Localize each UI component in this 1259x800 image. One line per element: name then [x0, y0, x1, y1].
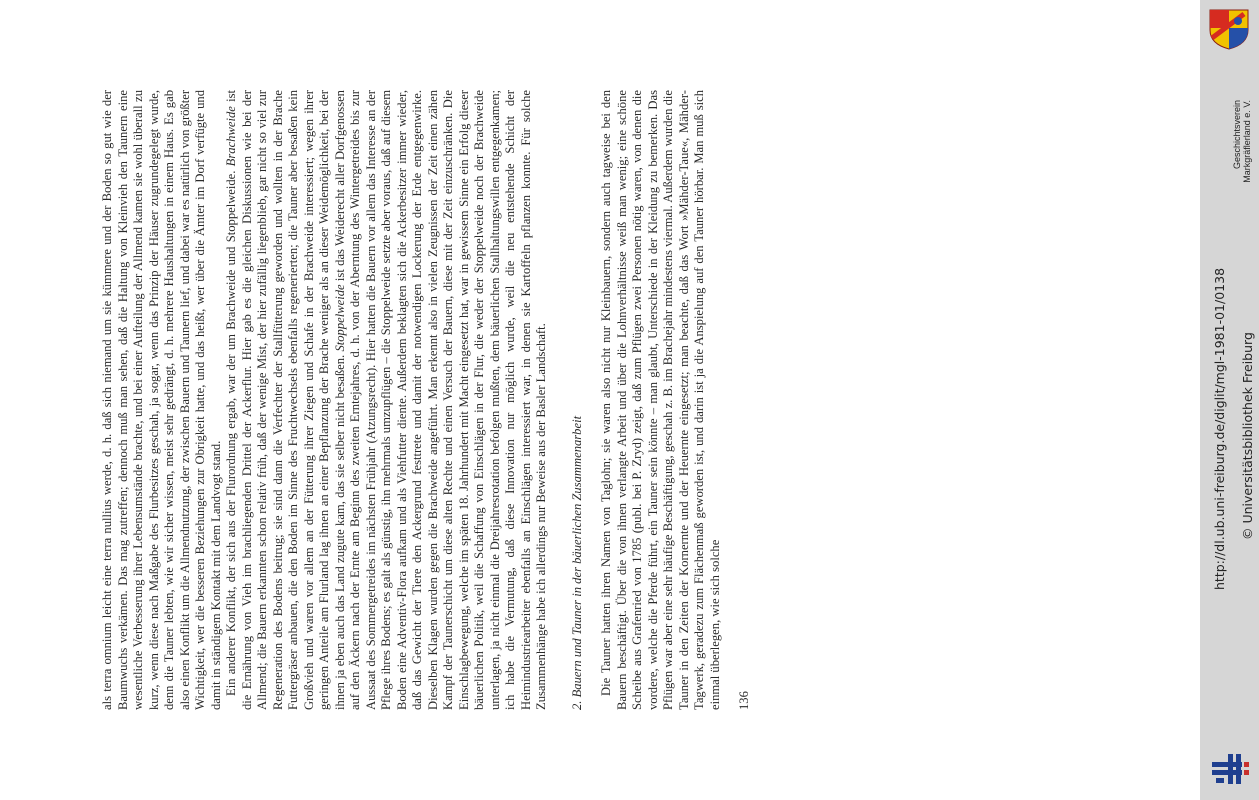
paragraph-3: Die Tauner hatten ihren Namen von Taglohn; sie waren also nicht nur Kleinbauern, sondern auch tagweise bei den Bauern beschäftigt. Über die von ihnen verlangte Arbeit und über die Lohnverhältnisse weiß man wenig; eine schöne Scheibe aus Grafenried von 1785 (publ. bei P. Zryd) zeigt, daß zum Pflügen zwei Personen nötig waren, von denen die vordere, welche die Pferde führt, ein Tauner sein könnte – man glaubt, Unterschiede in der Kleidung zu bemerken. Das Pflügen war aber eine sehr häufige Beschäftigung, geschah z. B. im Brachejahr mindestens viermal. Außerdem wurden die Tauner in den Zeiten der Kornernte und der Heuernte eingesetzt; man beachte, daß das Wort »Mähder-Taue«, Mähder-Tagwerk, geradezu zum Flächenmaß geworden ist, und darin ist ja die Anspielung auf den Tauner hörbar. Man muß sich einmal überlegen, wie sich solche [599, 90, 722, 710]
copyright-notice: © Universitätsbibliothek Freiburg [1240, 332, 1255, 540]
paragraph-1: als terra omnium leicht eine terra nullius werde, d. h. daß sich niemand um sie kümmere und der Boden so gut wie der Baumwuchs verkämen. Das mag zutreffen; dennoch muß man sehen, daß die Haltung von Kleinvieh den Taunern eine wesentliche Verbesserung ihrer Lebensumstände brachte, und bei einer Aufteilung der Allmend kamen sie wohl überall zu kurz, wenn diese nach Maßgabe des Flurbesitzes geschah, ja sogar, wenn das Prinzip der Häuser zugrundegelegt wurde, denn die Tauner lebten, wie wir sicher wissen, meist sehr gedrängt, d. h. mehrere Haushaltungen in einem Haus. Es gab also einen Konflikt um die Allmendnutzung, der zwischen Bauern und Taunern lief, und dabei war es natürlich von größter Wichtigkeit, wer die besseren Beziehungen zur Obrigkeit hatte, und das heißt, wer über die Ämter im Dorf verfügte und damit in ständigem Kontakt mit dem Landvogt stand. [100, 89, 223, 710]
page-number: 136 [737, 691, 751, 710]
paragraph-2-text-c: ist das Weiderecht aller Dorfgenossen auf den Äckern nach der Ernte am Beginn des zweiten Erntejahres, d. h. von der Aberntung des Wintergetreides bis zur Aussaat des Sommergetreides im nächsten Frühjahr (Atzungsrecht). Hier hatten die Bauern vor allem das Interesse an der Pflege ihres Bodens; es galt als günstig, ihn mehrmals umzupflügen – die Stoppelweide setzte aber voraus, daß auf diesem Boden eine Adventiv-Flora aufkam und als Viehfutter diente. Außerdem beklagten sich die Ackerbesitzer immer wieder, daß das Gewicht der Tiere den Ackergrund festtrete und damit der notwendigen Lockerung der Erde entgegenwirke. Dieselben Klagen wurden gegen die Brachweide angeführt. Man erkennt also in vielen Zeugnissen der Zeit einen zähen Kampf der Taunerschicht um diese alten Rechte und einen Versuch der Bauern, diese mit der Zeit einzuschränken. Die Einschlagbewegung, welche im späten 18. Jahrhundert mit Macht eingesetzt hat, war in gewissem Sinne ein Erfolg dieser bäuerlichen Politik, weil die Schaffung von Einschlägen in der Flur, die weder der Stoppelweide noch der Brachweide unterlagen, ja nicht einmal die Dreijahresrotation befolgen mußten, dem bäuerlichen Stallhaltungswillen entgegenkamen; ich habe die Vermutung, daß diese Innovation nur möglich wurde, weil die neu entstehende Schicht der Heimindustriearbeiter ebenfalls an Einschlägen interessiert war, in denen sie Kartoffeln pflanzen konnte. Für solche Zusammenhänge habe ich allerdings nur Beweise aus der Basler Landschaft. [332, 90, 548, 710]
society-name-line-2: Markgräflerland e. V. [1242, 100, 1252, 183]
term-stoppelweide: Stoppelweide [332, 284, 347, 352]
coat-of-arms-icon[interactable] [1206, 8, 1252, 50]
document-url[interactable]: http://dl.ub.uni-freiburg.de/diglit/mgl-1981-01/0138 [1212, 267, 1227, 590]
paragraph-2-text-a: Ein anderer Konflikt, der sich aus der Flurordnung ergab, war der um Brachweide und Stoppelweide. [224, 166, 238, 696]
page-text-block [100, 90, 820, 710]
term-brachweide: Brachweide [224, 106, 238, 167]
paragraph-2 [224, 90, 550, 710]
society-name-line-1: Geschichtsverein [1232, 100, 1242, 170]
section-heading: 2. Bauern und Tauner in der bäuerlichen Zusammenarbeit [569, 415, 584, 710]
ub-freiburg-logo-icon[interactable] [1206, 748, 1254, 792]
paragraph-2-text-b: ist die Ernährung von Vieh im brachliegenden Drittel der Ackerflur. Hier gab es die gleichen Diskussionen wie bei der Allmend; die Bauern erkannten schon relativ früh, daß der wenige Mist, der hier zufällig liegenblieb, gar nicht so viel zur Regeneration des Bodens beitrug; sie sind dann die Verfechter der Stallfütterung geworden und wollten in der Brache Futtergräser anbauen, die den Boden im Sinne des Fruchtwechsels ebenfalls regenerierten; die Tauner aber besaßen kein Großvieh und waren vor allem an der Fütterung ihrer Ziegen und Schafe in der Brachweide interessiert; wegen ihrer geringen Anteile am Flurland lag ihnen an einer Bepflanzung der Brache weniger als an dieser Weidemöglichkeit, bei der ihnen ja eben auch das Land zugute kam, das sie selber nicht besaßen. [224, 90, 347, 710]
